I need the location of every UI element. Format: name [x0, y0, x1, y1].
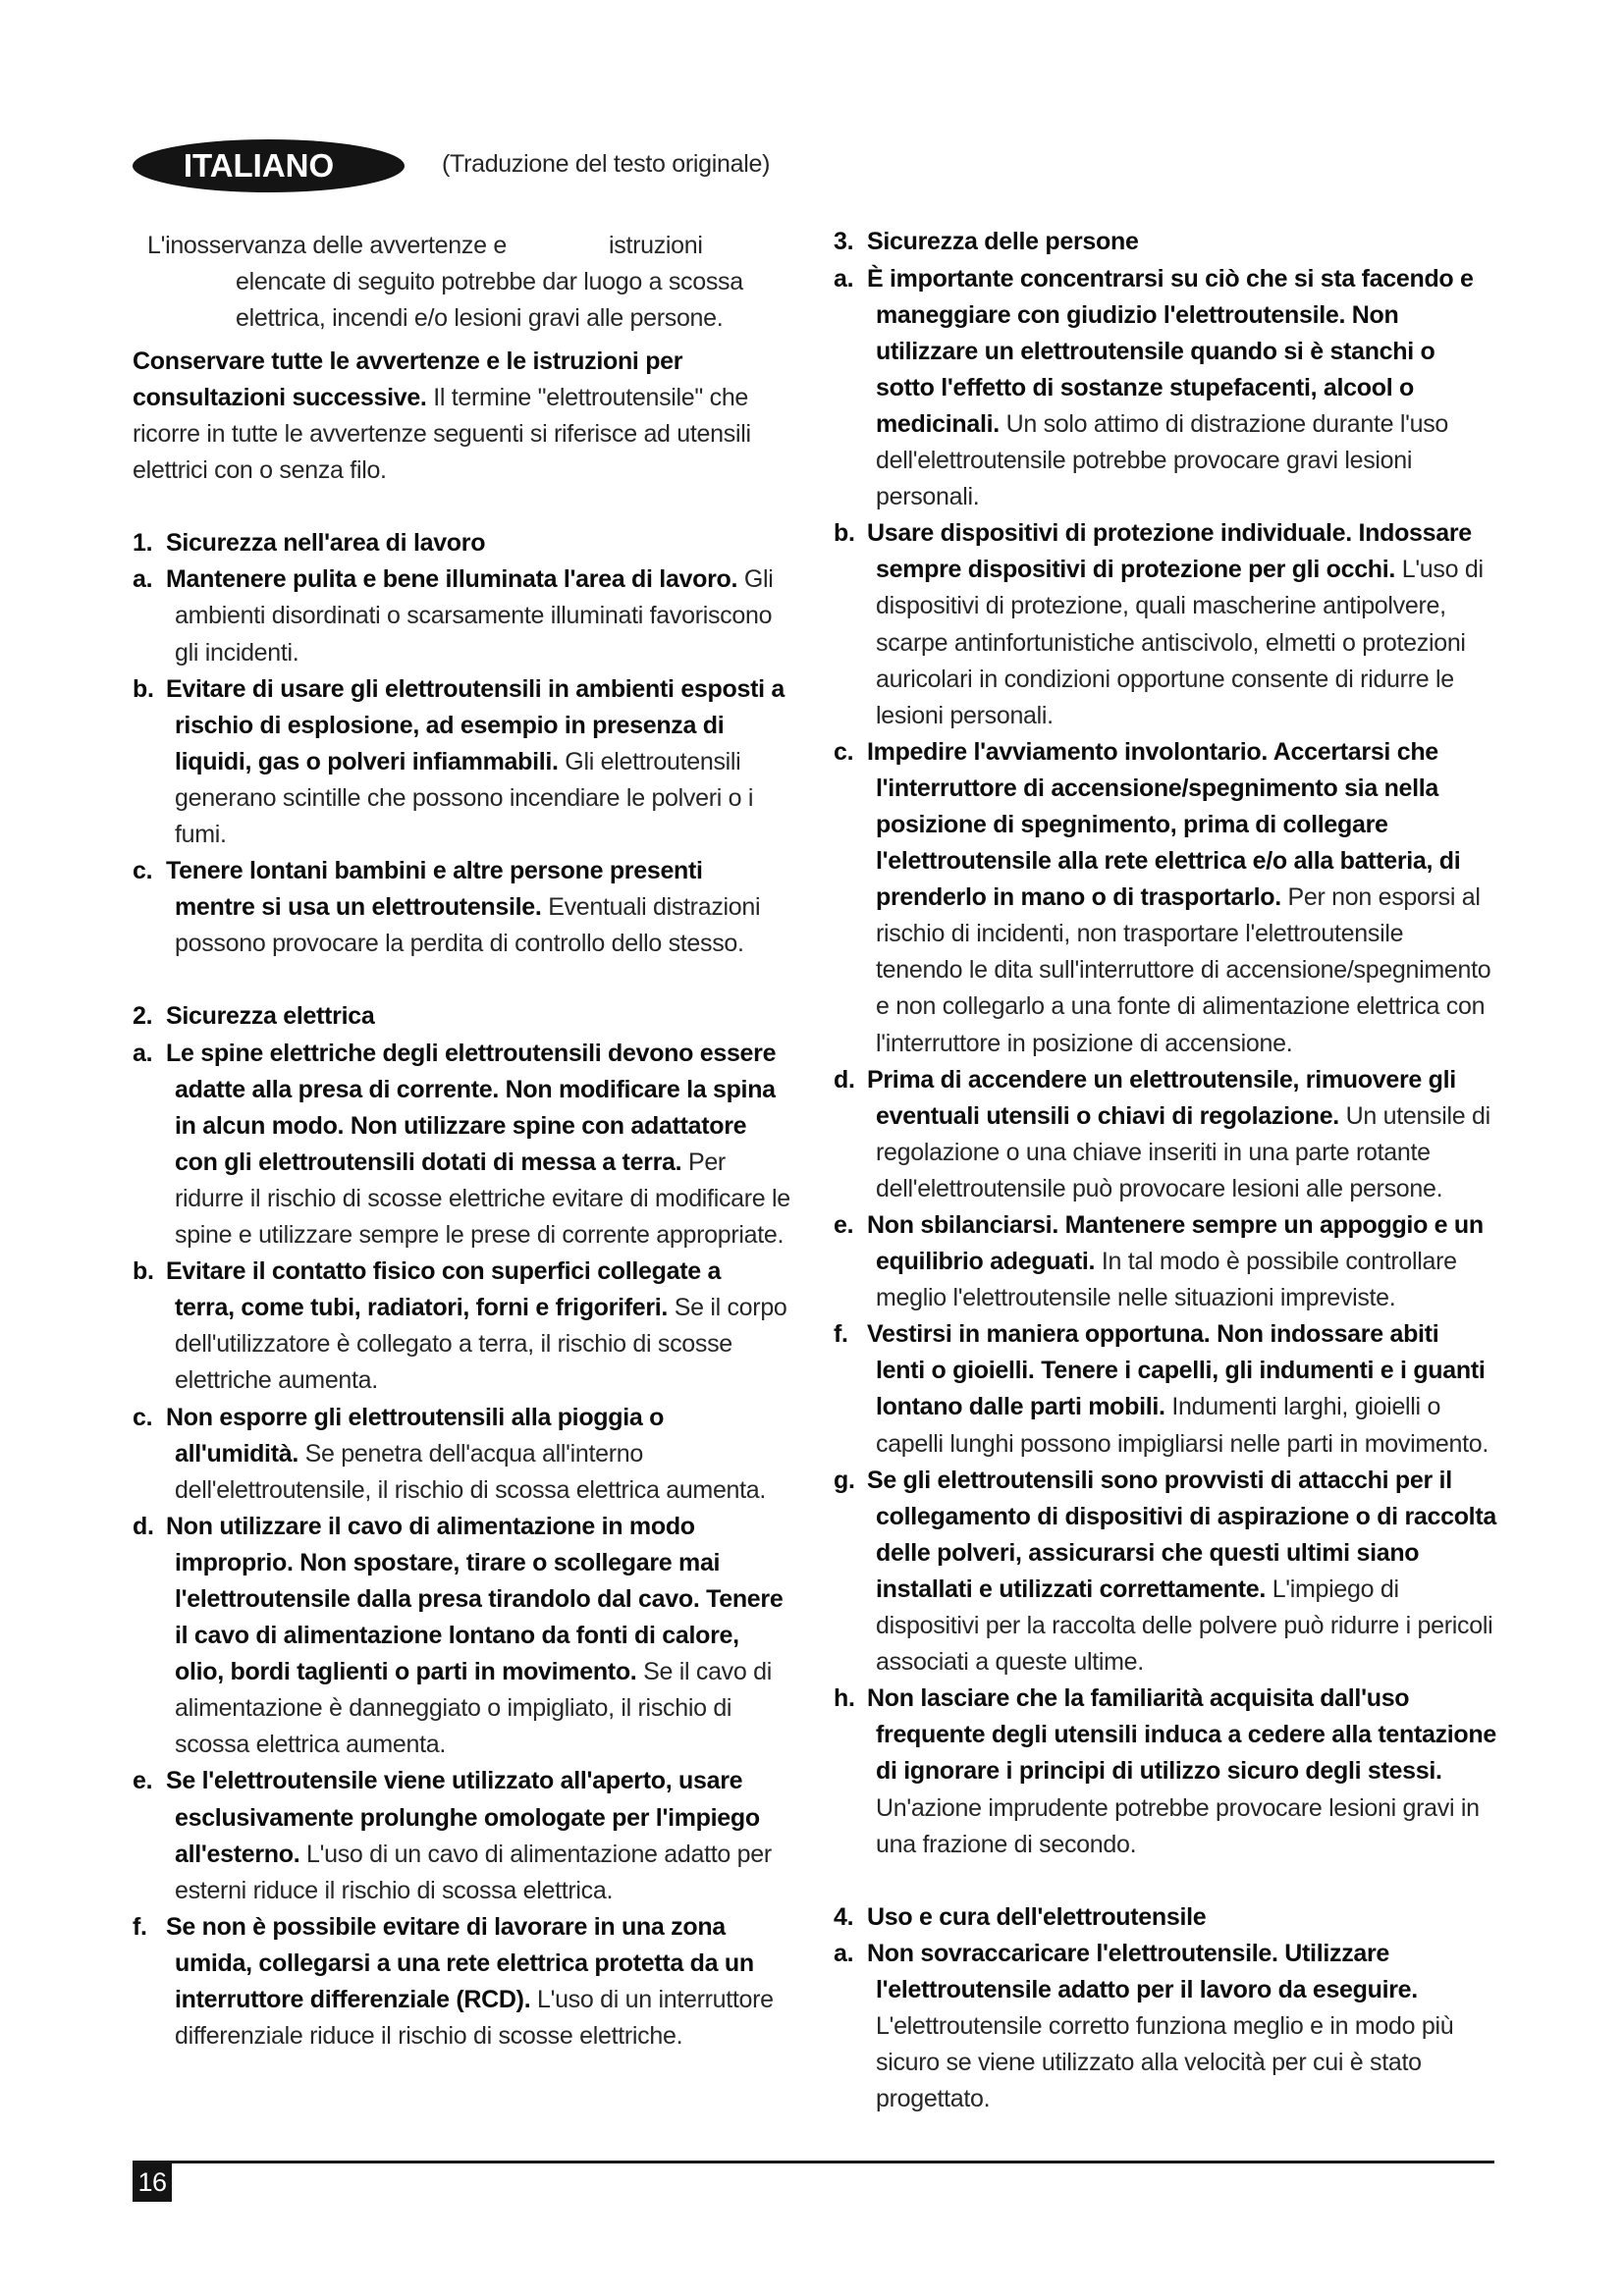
instruction-item: [834, 1936, 1521, 2117]
section-number: 2.: [133, 1002, 153, 1031]
instruction-item: [133, 561, 820, 670]
section-title: Sicurezza nell'area di lavoro: [166, 529, 486, 558]
section-heading: [834, 224, 1521, 260]
item-rule: Non sovraccaricare l'elettroutensile. Utilizzare l'elettroutensile adatto per il lavoro da eseguire.: [867, 1939, 1418, 2003]
item-letter: d.: [133, 1512, 154, 1540]
item-text: [867, 261, 1521, 516]
instruction-item: [834, 515, 1521, 734]
item-text: [867, 515, 1521, 734]
section-4: [834, 1899, 1521, 2118]
footer-rule: [133, 2161, 1494, 2163]
item-text: [166, 1509, 820, 1764]
instruction-item: [133, 1909, 820, 2055]
item-explanation: L'uso di un interruttore differenziale riduce il rischio di scosse elettriche.: [175, 1986, 774, 2051]
item-letter: b.: [133, 674, 154, 703]
section-heading: [133, 525, 820, 561]
item-letter: e.: [133, 1767, 153, 1795]
item-text: [867, 1463, 1521, 1682]
item-rule: Tenere lontani bambini e altre persone presenti mentre si usa un elettroutensile.: [166, 857, 703, 922]
instruction-item: [834, 734, 1521, 1062]
item-text: [166, 853, 820, 962]
item-text: [867, 1316, 1521, 1462]
section-title: Uso e cura dell'elettroutensile: [867, 1902, 1207, 1931]
warning-first-line: [133, 228, 820, 264]
instruction-item: [834, 1062, 1521, 1207]
item-explanation: Un solo attimo di distrazione durante l'uso dell'elettroutensile potrebbe provocare gravi lesioni personali.: [876, 409, 1449, 511]
item-text: [867, 1207, 1521, 1316]
item-explanation: L'uso di un cavo di alimentazione adatto per esterni riduce il rischio di scossa elettrica.: [175, 1840, 772, 1904]
section-title-line: [166, 998, 820, 1035]
item-text: [166, 1254, 820, 1399]
item-letter: c.: [133, 1403, 153, 1431]
section-number: 1.: [133, 529, 153, 558]
item-explanation: Un'azione imprudente potrebbe provocare lesioni gravi in una frazione di secondo.: [876, 1793, 1480, 1858]
instruction-item: [133, 671, 820, 853]
item-rule: Evitare di usare gli elettroutensili in ambienti esposti a rischio di esplosione, ad esempio in presenza di liquidi, gas o polveri infiammabili.: [166, 674, 785, 775]
item-explanation: Un utensile di regolazione o una chiave inseriti in una parte rotante dell'elettroutensile può provocare lesioni alle persone.: [876, 1101, 1490, 1202]
page-number: 16: [133, 2163, 172, 2202]
item-text: [166, 671, 820, 853]
item-rule: Vestirsi in maniera opportuna. Non indossare abiti lenti o gioielli. Tenere i capelli, gli indumenti e i guanti lontano dalle parti mobili.: [867, 1320, 1486, 1421]
item-rule: Se l'elettroutensile viene utilizzato all'aperto, usare esclusivamente prolunghe omologate per l'impiego all'esterno.: [166, 1767, 760, 1868]
item-rule: Non esporre gli elettroutensili alla pioggia o all'umidità.: [166, 1403, 665, 1468]
instruction-item: [133, 1509, 820, 1764]
item-letter: c.: [834, 737, 854, 766]
instruction-item: [834, 261, 1521, 516]
item-rule: Impedire l'avviamento involontario. Accertarsi che l'interruttore di accensione/spegnimento sia nella posizione di spegnimento, prima di collegare l'elettroutensile alla rete elettrica e/o alla batteria, di prenderlo in mano o di trasportarlo.: [867, 737, 1461, 912]
section-title: Sicurezza elettrica: [166, 1002, 375, 1031]
item-rule: Le spine elettriche degli elettroutensili devono essere adatte alla presa di corrente. Non modificare la spina in alcun modo. Non utilizzare spine con adattatore con gli elettroutensili dotati di messa a terra.: [166, 1039, 777, 1176]
language-badge: [133, 139, 405, 192]
instruction-item: [133, 1400, 820, 1509]
warning-start: L'inosservanza delle avvertenze e: [147, 231, 507, 259]
item-rule: Usare dispositivi di protezione individuale. Indossare sempre dispositivi di protezione per gli occhi.: [867, 519, 1472, 584]
keep-instructions-paragraph: [133, 344, 820, 489]
instruction-item: [834, 1463, 1521, 1682]
warning-rest: elencate di seguito potrebbe dar luogo a scossa elettrica, incendi e/o lesioni gravi alle persone.: [236, 267, 743, 332]
item-explanation: L'impiego di dispositivi per la raccolta delle polvere può ridurre i pericoli associati a queste ultime.: [876, 1575, 1493, 1677]
item-rule: Mantenere pulita e bene illuminata l'area di lavoro.: [166, 565, 738, 594]
item-letter: e.: [834, 1211, 854, 1240]
item-rule: Non lasciare che la familiarità acquisita dall'uso frequente degli utensili induca a cedere alla tentazione di ignorare i principi di utilizzo sicuro degli stessi.: [867, 1684, 1496, 1786]
item-letter: f.: [133, 1912, 147, 1941]
item-text: [867, 1062, 1521, 1207]
item-explanation: Gli ambienti disordinati o scarsamente illuminati favoriscono gli incidenti.: [175, 565, 774, 667]
section-title: Sicurezza delle persone: [867, 228, 1139, 256]
item-letter: f.: [834, 1320, 848, 1349]
instruction-item: [834, 1316, 1521, 1462]
section-heading: [834, 1899, 1521, 1936]
keep-instructions-bold: Conservare tutte le avvertenze e le istruzioni per consultazioni successive.: [133, 347, 683, 411]
warning-gap-word: istruzioni: [609, 231, 703, 259]
item-text: [166, 1909, 820, 2055]
section-1: [133, 525, 820, 962]
item-rule: È importante concentrarsi su ciò che si sta facendo e maneggiare con giudizio l'elettroutensile. Non utilizzare un elettroutensile quando si è stanchi o sotto l'effetto di sostanze stupefacenti, alcool o medicinali.: [867, 264, 1474, 438]
section-2: [133, 998, 820, 2055]
section-title-line: [867, 1899, 1521, 1936]
keep-instructions-text: Il termine "elettroutensile" che ricorre in tutte le avvertenze seguenti si riferisce ad utensili elettrici con o senza filo.: [133, 383, 751, 485]
item-explanation: Per non esporsi al rischio di incidenti, non trasportare l'elettroutensile tenendo le dita sull'interruttore di accensione/spegnimento e non collegarlo a una fonte di alimentazione elettrica con l'interruttore in posizione di accensione.: [876, 883, 1491, 1057]
item-explanation: Per ridurre il rischio di scosse elettriche evitare di modificare le spine e utilizzare sempre le prese di corrente appropriate.: [175, 1148, 790, 1250]
item-explanation: Se il cavo di alimentazione è danneggiato o impigliato, il rischio di scossa elettrica aumenta.: [175, 1658, 772, 1759]
item-rule: Non sbilanciarsi. Mantenere sempre un appoggio e un equilibrio adeguati.: [867, 1211, 1484, 1276]
item-explanation: L'elettroutensile corretto funziona meglio e in modo più sicuro se viene utilizzato alla velocità per cui è stato progettato.: [876, 2012, 1454, 2113]
item-explanation: Eventuali distrazioni possono provocare la perdita di controllo dello stesso.: [175, 893, 761, 958]
item-explanation: In tal modo è possibile controllare meglio l'elettroutensile nelle situazioni impreviste.: [876, 1248, 1457, 1312]
item-rule: Prima di accendere un elettroutensile, rimuovere gli eventuali utensili o chiavi di regolazione.: [867, 1065, 1456, 1130]
item-letter: b.: [133, 1257, 154, 1286]
item-explanation: Se penetra dell'acqua all'interno dell'elettroutensile, il rischio di scossa elettrica aumenta.: [175, 1439, 767, 1504]
section-title-line: [166, 525, 820, 561]
item-rule: Evitare il contatto fisico con superfici collegate a terra, come tubi, radiatori, forni e frigoriferi.: [166, 1257, 722, 1322]
right-column: [834, 187, 1521, 2117]
item-letter: g.: [834, 1466, 855, 1494]
item-text: [867, 734, 1521, 1062]
left-column: [133, 228, 820, 2056]
item-text: [166, 1763, 820, 1908]
item-explanation: Gli elettroutensili generano scintille che possono incendiare le polveri o i fumi.: [175, 747, 754, 848]
instruction-item: [133, 1763, 820, 1908]
item-rule: Se gli elettroutensili sono provvisti di attacchi per il collegamento di dispositivi di aspirazione o di raccolta delle polveri, assicurarsi che questi ultimi siano installati e utilizzati correttamente.: [867, 1466, 1496, 1603]
item-explanation: L'uso di dispositivi di protezione, quali mascherine antipolvere, scarpe antinfortunistiche antiscivolo, elmetti o protezioni auricolari in condizioni opportune consente di ridurre le lesioni personali.: [876, 556, 1484, 729]
item-letter: a.: [133, 1039, 153, 1067]
item-explanation: Se il corpo dell'utilizzatore è collegato a terra, il rischio di scosse elettriche aumenta.: [175, 1294, 787, 1395]
item-text: [867, 1681, 1521, 1862]
section-number: 3.: [834, 228, 854, 256]
section-title-line: [867, 224, 1521, 260]
item-text: [166, 561, 820, 670]
item-rule: Se non è possibile evitare di lavorare in una zona umida, collegarsi a una rete elettrica protetta da un interruttore differenziale (RCD).: [166, 1912, 754, 2013]
instruction-item: [133, 853, 820, 962]
section-3: [834, 224, 1521, 1862]
item-letter: a.: [834, 264, 854, 293]
section-heading: [133, 998, 820, 1035]
item-letter: c.: [133, 857, 153, 885]
item-explanation: Indumenti larghi, gioielli o capelli lunghi possono impigliarsi nelle parti in movimento.: [876, 1393, 1489, 1458]
item-letter: b.: [834, 519, 855, 548]
item-letter: d.: [834, 1065, 855, 1094]
item-text: [166, 1036, 820, 1255]
translation-note: (Traduzione del testo originale): [442, 150, 771, 178]
instruction-item: [133, 1036, 820, 1255]
item-rule: Non utilizzare il cavo di alimentazione in modo improprio. Non spostare, tirare o scollegare mai l'elettroutensile dalla presa tirandolo dal cavo. Tenere il cavo di alimentazione lontano da fonti di calore, olio, bordi taglienti o parti in movimento.: [166, 1512, 784, 1686]
instruction-item: [834, 1207, 1521, 1316]
item-letter: a.: [133, 565, 153, 594]
item-text: [867, 1936, 1521, 2117]
instruction-item: [834, 1681, 1521, 1862]
language-label: ITALIANO: [183, 147, 335, 184]
instruction-item: [133, 1254, 820, 1399]
item-letter: a.: [834, 1939, 854, 1967]
section-number: 4.: [834, 1902, 854, 1931]
item-letter: h.: [834, 1684, 855, 1713]
item-text: [166, 1400, 820, 1509]
